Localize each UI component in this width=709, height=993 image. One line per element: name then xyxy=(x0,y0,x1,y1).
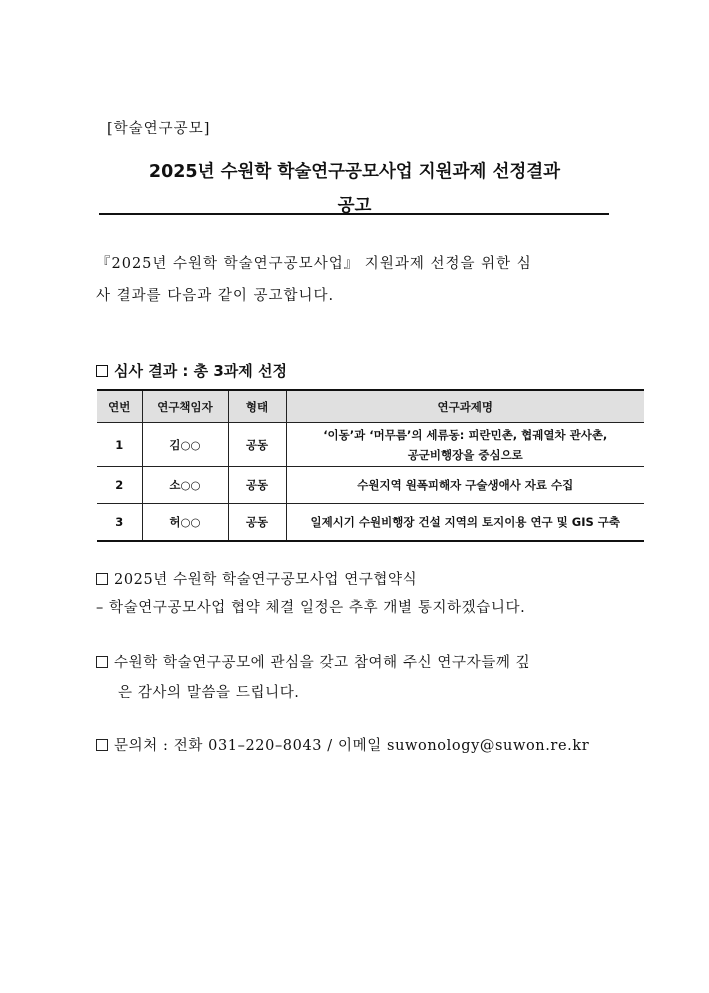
agreement-note xyxy=(96,566,417,594)
page-title-line2: 공고 xyxy=(337,196,372,216)
cell-type: 공동 xyxy=(228,423,286,467)
table-row xyxy=(97,467,644,504)
header-no: 연번 xyxy=(97,390,142,423)
table-row xyxy=(97,423,644,467)
thanks-line-2: 은 감사의 말씀을 드립니다. xyxy=(118,685,300,701)
agreement-title: 2025년 수원학 학술연구공모사업 연구협약식 xyxy=(114,572,418,588)
result-table xyxy=(97,389,644,542)
cell-researcher: 소○○ xyxy=(142,467,228,504)
cell-no: 1 xyxy=(97,423,142,467)
header-type: 형태 xyxy=(228,390,286,423)
category-label: [학술연구공모] xyxy=(107,121,211,137)
intro-line-1: 『2025년 수원학 학술연구공모사업』 지원과제 선정을 위한 심 xyxy=(96,256,532,272)
thanks-line-1: 수원학 학술연구공모에 관심을 갖고 참여해 주신 연구자들께 깊 xyxy=(114,655,531,671)
section-heading-text: 심사 결과 : 총 3과제 선정 xyxy=(114,362,287,380)
contact-note xyxy=(96,732,589,760)
checkbox-square-icon xyxy=(96,739,108,751)
page-title: 2025년 수원학 학술연구공모사업 지원과제 선정결과 xyxy=(148,162,561,182)
intro-paragraph xyxy=(96,248,616,312)
cell-type: 공동 xyxy=(228,504,286,542)
cell-no: 2 xyxy=(97,467,142,504)
agreement-detail: – 학술연구공모사업 협약 체결 일정은 추후 개별 통지하겠습니다. xyxy=(96,600,526,616)
checkbox-square-icon xyxy=(96,656,108,668)
cell-no: 3 xyxy=(97,504,142,542)
cell-title-line-2: 공군비행장을 중심으로 xyxy=(407,447,523,462)
cell-type: 공동 xyxy=(228,467,286,504)
cell-title: 일제시기 수원비행장 건설 지역의 토지이용 연구 및 GIS 구축 xyxy=(286,504,644,542)
cell-title: 수원지역 원폭피해자 구술생애사 자료 수집 xyxy=(286,467,644,504)
header-title: 연구과제명 xyxy=(286,390,644,423)
section-heading xyxy=(96,360,287,381)
cell-researcher: 김○○ xyxy=(142,423,228,467)
checkbox-square-icon xyxy=(96,573,108,585)
contact-text: 문의처 : 전화 031–220–8043 / 이메일 suwonology@suwon.re.kr xyxy=(114,738,590,754)
title-underline xyxy=(99,213,609,215)
cell-title-line-1: ‘이동’과 ‘머무름’의 세류동: 피란민촌, 협궤열차 관사촌, xyxy=(323,427,608,442)
intro-line-2: 사 결과를 다음과 같이 공고합니다. xyxy=(96,288,335,304)
table-header-row xyxy=(97,390,644,423)
checkbox-square-icon xyxy=(96,365,108,377)
table-row xyxy=(97,504,644,542)
header-researcher: 연구책임자 xyxy=(142,390,228,423)
cell-title xyxy=(286,423,644,467)
thanks-note xyxy=(96,648,626,708)
cell-researcher: 허○○ xyxy=(142,504,228,542)
